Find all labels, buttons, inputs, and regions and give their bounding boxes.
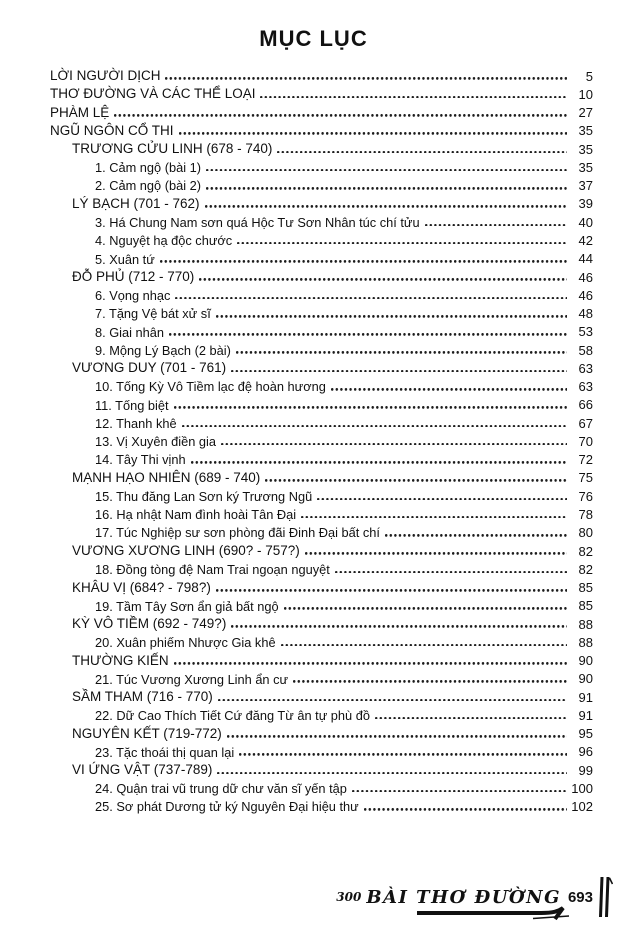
toc-entry-page: 63 — [578, 379, 593, 395]
toc-entry-page: 40 — [578, 214, 593, 230]
toc-entry-label: 25. Sơ phát Dương tử ký Nguyên Đại hiệu thư — [95, 799, 359, 815]
dot-leader — [284, 607, 567, 610]
toc-entry-label: 14. Tây Thi vịnh — [95, 452, 186, 468]
toc-entry — [50, 650, 593, 668]
toc-entry-label: 3. Há Chung Nam sơn quá Hộc Tư Sơn Nhân túc chí tửu — [95, 214, 420, 230]
toc-entry — [50, 759, 593, 777]
toc-entry-page: 80 — [578, 525, 593, 541]
dot-leader — [217, 772, 567, 775]
toc-entry — [50, 138, 593, 156]
toc-entry — [50, 723, 593, 741]
toc-entry — [50, 412, 593, 430]
toc-entry-label: 8. Giai nhân — [95, 324, 165, 340]
toc-entry — [50, 796, 593, 814]
toc-entry — [50, 540, 593, 558]
toc-entry-page: 37 — [578, 178, 593, 194]
toc-entry-page: 27 — [578, 105, 593, 121]
dot-leader — [191, 461, 567, 464]
page-footer — [336, 874, 613, 920]
toc-entry-label: 4. Nguyệt hạ độc chước — [95, 233, 233, 249]
dot-leader — [160, 260, 567, 263]
toc-entry — [50, 576, 593, 594]
toc-entry — [50, 394, 593, 412]
dot-leader — [221, 443, 567, 446]
toc-entry-page: 46 — [578, 269, 593, 285]
toc-entry-label: 12. Thanh khê — [95, 415, 177, 431]
toc-entry-label: 7. Tặng Vệ bát xử sĩ — [95, 306, 211, 322]
toc-page — [0, 26, 627, 908]
toc-entry — [50, 522, 593, 540]
dot-leader — [231, 625, 567, 628]
toc-entry-page: 82 — [578, 561, 593, 577]
toc-entry-page: 85 — [578, 580, 593, 596]
toc-entry-label: 21. Túc Vương Xương Linh ẩn cư — [95, 671, 289, 687]
toc-entry-label: MẠNH HẠO NHIÊN (689 - 740) — [72, 469, 261, 485]
toc-entry-page: 70 — [578, 433, 593, 449]
toc-entry-page: 35 — [578, 141, 593, 157]
dot-leader — [385, 534, 567, 537]
toc-entry — [50, 248, 593, 266]
toc-entry — [50, 83, 593, 101]
dot-leader — [305, 552, 567, 555]
toc-entry-label: 13. Vị Xuyên điền gia — [95, 434, 216, 450]
toc-entry-label: NGUYÊN KẾT (719-772) — [72, 725, 222, 741]
dot-leader — [237, 242, 567, 245]
toc-list — [0, 65, 627, 814]
dot-leader — [239, 753, 567, 756]
toc-entry-page: 75 — [578, 470, 593, 486]
toc-entry-page: 48 — [578, 306, 593, 322]
dot-leader — [174, 662, 567, 665]
toc-entry-label: KHÂU VỊ (684? - 798?) — [72, 579, 211, 595]
toc-entry-label: ĐỖ PHỦ (712 - 770) — [72, 269, 195, 285]
toc-entry-page: 78 — [578, 507, 593, 522]
toc-entry — [50, 485, 593, 503]
toc-entry — [50, 704, 593, 722]
toc-entry — [50, 430, 593, 448]
toc-entry — [50, 65, 593, 83]
toc-entry-page: 90 — [578, 653, 593, 669]
toc-entry-page: 67 — [578, 415, 593, 431]
toc-entry — [50, 120, 593, 138]
dot-leader — [301, 516, 567, 519]
toc-entry-label: 1. Cảm ngộ (bài 1) — [95, 160, 201, 176]
toc-entry-page: 35 — [578, 159, 593, 175]
footer-page-number: 693 — [567, 888, 593, 906]
toc-entry-page: 99 — [578, 762, 593, 778]
dot-leader — [375, 717, 567, 720]
toc-entry-label: 15. Thu đăng Lan Sơn ký Trương Ngũ — [95, 488, 313, 504]
dot-leader — [218, 699, 567, 702]
toc-entry — [50, 357, 593, 375]
toc-entry-page: 90 — [578, 671, 593, 687]
toc-entry — [50, 668, 593, 686]
toc-entry-label: 5. Xuân tứ — [95, 251, 155, 267]
toc-entry-page: 85 — [578, 598, 593, 614]
toc-entry-page: 82 — [578, 543, 593, 559]
toc-entry-page: 95 — [578, 726, 593, 742]
toc-entry — [50, 284, 593, 302]
dot-leader — [277, 151, 567, 154]
dot-leader — [335, 571, 567, 574]
toc-entry — [50, 266, 593, 284]
toc-entry-page: 58 — [578, 342, 593, 358]
toc-entry-page: 53 — [578, 324, 593, 340]
toc-entry — [50, 449, 593, 467]
dot-leader — [236, 351, 567, 354]
dot-leader — [174, 406, 567, 409]
toc-entry — [50, 595, 593, 613]
dot-leader — [265, 479, 567, 482]
dot-leader — [179, 132, 567, 135]
dot-leader — [165, 77, 567, 80]
toc-entry — [50, 613, 593, 631]
toc-entry-page: 88 — [578, 616, 593, 632]
footer-double-bar-icon — [595, 874, 613, 920]
toc-entry-label: PHÀM LỆ — [50, 104, 110, 120]
toc-entry-label: VI ỨNG VẬT (737-789) — [72, 762, 213, 778]
toc-entry-label: 6. Vọng nhạc — [95, 288, 171, 304]
toc-entry-page: 63 — [578, 360, 593, 376]
toc-entry-label: 10. Tống Kỳ Vô Tiềm lạc đệ hoàn hương — [95, 379, 326, 395]
toc-entry-page: 66 — [578, 397, 593, 413]
toc-entry-label: SẦM THAM (716 - 770) — [72, 689, 213, 705]
toc-entry-label: 24. Quận trai vũ trung dữ chư văn sĩ yến tập — [95, 781, 347, 797]
dot-leader — [352, 790, 567, 793]
dot-leader — [364, 808, 567, 811]
toc-entry — [50, 321, 593, 339]
toc-entry-label: 16. Hạ nhật Nam đình hoài Tân Đại — [95, 507, 297, 523]
toc-entry — [50, 503, 593, 521]
dot-leader — [114, 114, 567, 117]
toc-entry-label: LÝ BẠCH (701 - 762) — [72, 195, 200, 211]
toc-entry — [50, 467, 593, 485]
toc-entry-label: 17. Túc Nghiệp sư sơn phòng đãi Đinh Đại bất chí — [95, 525, 380, 541]
dot-leader — [227, 735, 567, 738]
toc-entry-page: 72 — [578, 452, 593, 468]
dot-leader — [231, 370, 567, 373]
toc-entry-label: 11. Tống biệt — [95, 397, 169, 413]
toc-entry-page: 96 — [578, 744, 593, 760]
toc-entry-page: 44 — [578, 251, 593, 267]
toc-entry-label: THƯỜNG KIẾN — [72, 652, 169, 668]
toc-entry-label: NGŨ NGÔN CỔ THI — [50, 122, 174, 138]
toc-entry-page: 102 — [571, 799, 593, 815]
footer-underline-flourish-icon — [415, 906, 587, 922]
dot-leader — [281, 644, 567, 647]
toc-entry-page: 100 — [571, 780, 593, 796]
toc-entry-label: 9. Mộng Lý Bạch (2 bài) — [95, 342, 231, 358]
dot-leader — [216, 315, 567, 318]
dot-leader — [206, 169, 567, 172]
dot-leader — [293, 680, 567, 683]
footer-series-number: 300 — [336, 890, 362, 904]
dot-leader — [206, 187, 567, 190]
toc-entry-page: 42 — [578, 233, 593, 249]
dot-leader — [169, 333, 567, 336]
toc-entry-label: VƯƠNG DUY (701 - 761) — [72, 360, 227, 376]
toc-entry — [50, 211, 593, 229]
toc-entry-page: 46 — [578, 287, 593, 303]
toc-entry-page: 39 — [578, 196, 593, 212]
toc-entry-label: 18. Đồng tòng đệ Nam Trai ngoạn nguyệt — [95, 562, 330, 578]
toc-entry — [50, 156, 593, 174]
toc-entry — [50, 175, 593, 193]
toc-entry-label: TRƯƠNG CỬU LINH (678 - 740) — [72, 141, 273, 157]
footer-book-title: BÀI THƠ ĐƯỜNG — [366, 886, 561, 908]
dot-leader — [216, 589, 567, 592]
toc-entry-page: 91 — [578, 689, 593, 705]
toc-entry-label: 23. Tặc thoái thị quan lại — [95, 744, 235, 760]
toc-entry-page: 76 — [578, 488, 593, 504]
toc-entry — [50, 631, 593, 649]
toc-entry — [50, 777, 593, 795]
dot-leader — [425, 224, 567, 227]
page-title: MỤC LỤC — [259, 26, 368, 51]
toc-entry — [50, 302, 593, 320]
dot-leader — [317, 498, 567, 501]
toc-entry — [50, 102, 593, 120]
dot-leader — [182, 425, 567, 428]
toc-entry-page: 5 — [585, 68, 593, 84]
dot-leader — [175, 297, 567, 300]
toc-entry-label: 19. Tầm Tây Sơn ẩn giả bất ngộ — [95, 598, 279, 614]
dot-leader — [205, 205, 567, 208]
toc-entry-page: 91 — [578, 707, 593, 723]
toc-entry — [50, 339, 593, 357]
toc-entry-label: 22. Dữ Cao Thích Tiết Cứ đăng Từ ân tự phù đồ — [95, 708, 370, 724]
toc-entry-label: 20. Xuân phiếm Nhược Gia khê — [95, 635, 276, 651]
toc-entry-label: KỲ VÔ TIỀM (692 - 749?) — [72, 616, 227, 632]
toc-entry-page: 35 — [578, 123, 593, 139]
toc-entry — [50, 193, 593, 211]
toc-entry-label: VƯƠNG XƯƠNG LINH (690? - 757?) — [72, 543, 300, 558]
toc-entry — [50, 558, 593, 576]
toc-entry-label: 2. Cảm ngộ (bài 2) — [95, 178, 201, 194]
toc-entry-page: 10 — [578, 86, 593, 102]
toc-entry — [50, 741, 593, 759]
dot-leader — [199, 278, 567, 281]
dot-leader — [331, 388, 567, 391]
toc-entry-label: LỜI NGƯỜI DỊCH — [50, 68, 161, 84]
dot-leader — [260, 96, 567, 99]
toc-entry — [50, 229, 593, 247]
toc-entry-label: THƠ ĐƯỜNG VÀ CÁC THỂ LOẠI — [50, 86, 256, 102]
toc-entry-page: 88 — [578, 634, 593, 650]
toc-entry — [50, 376, 593, 394]
toc-entry — [50, 686, 593, 704]
